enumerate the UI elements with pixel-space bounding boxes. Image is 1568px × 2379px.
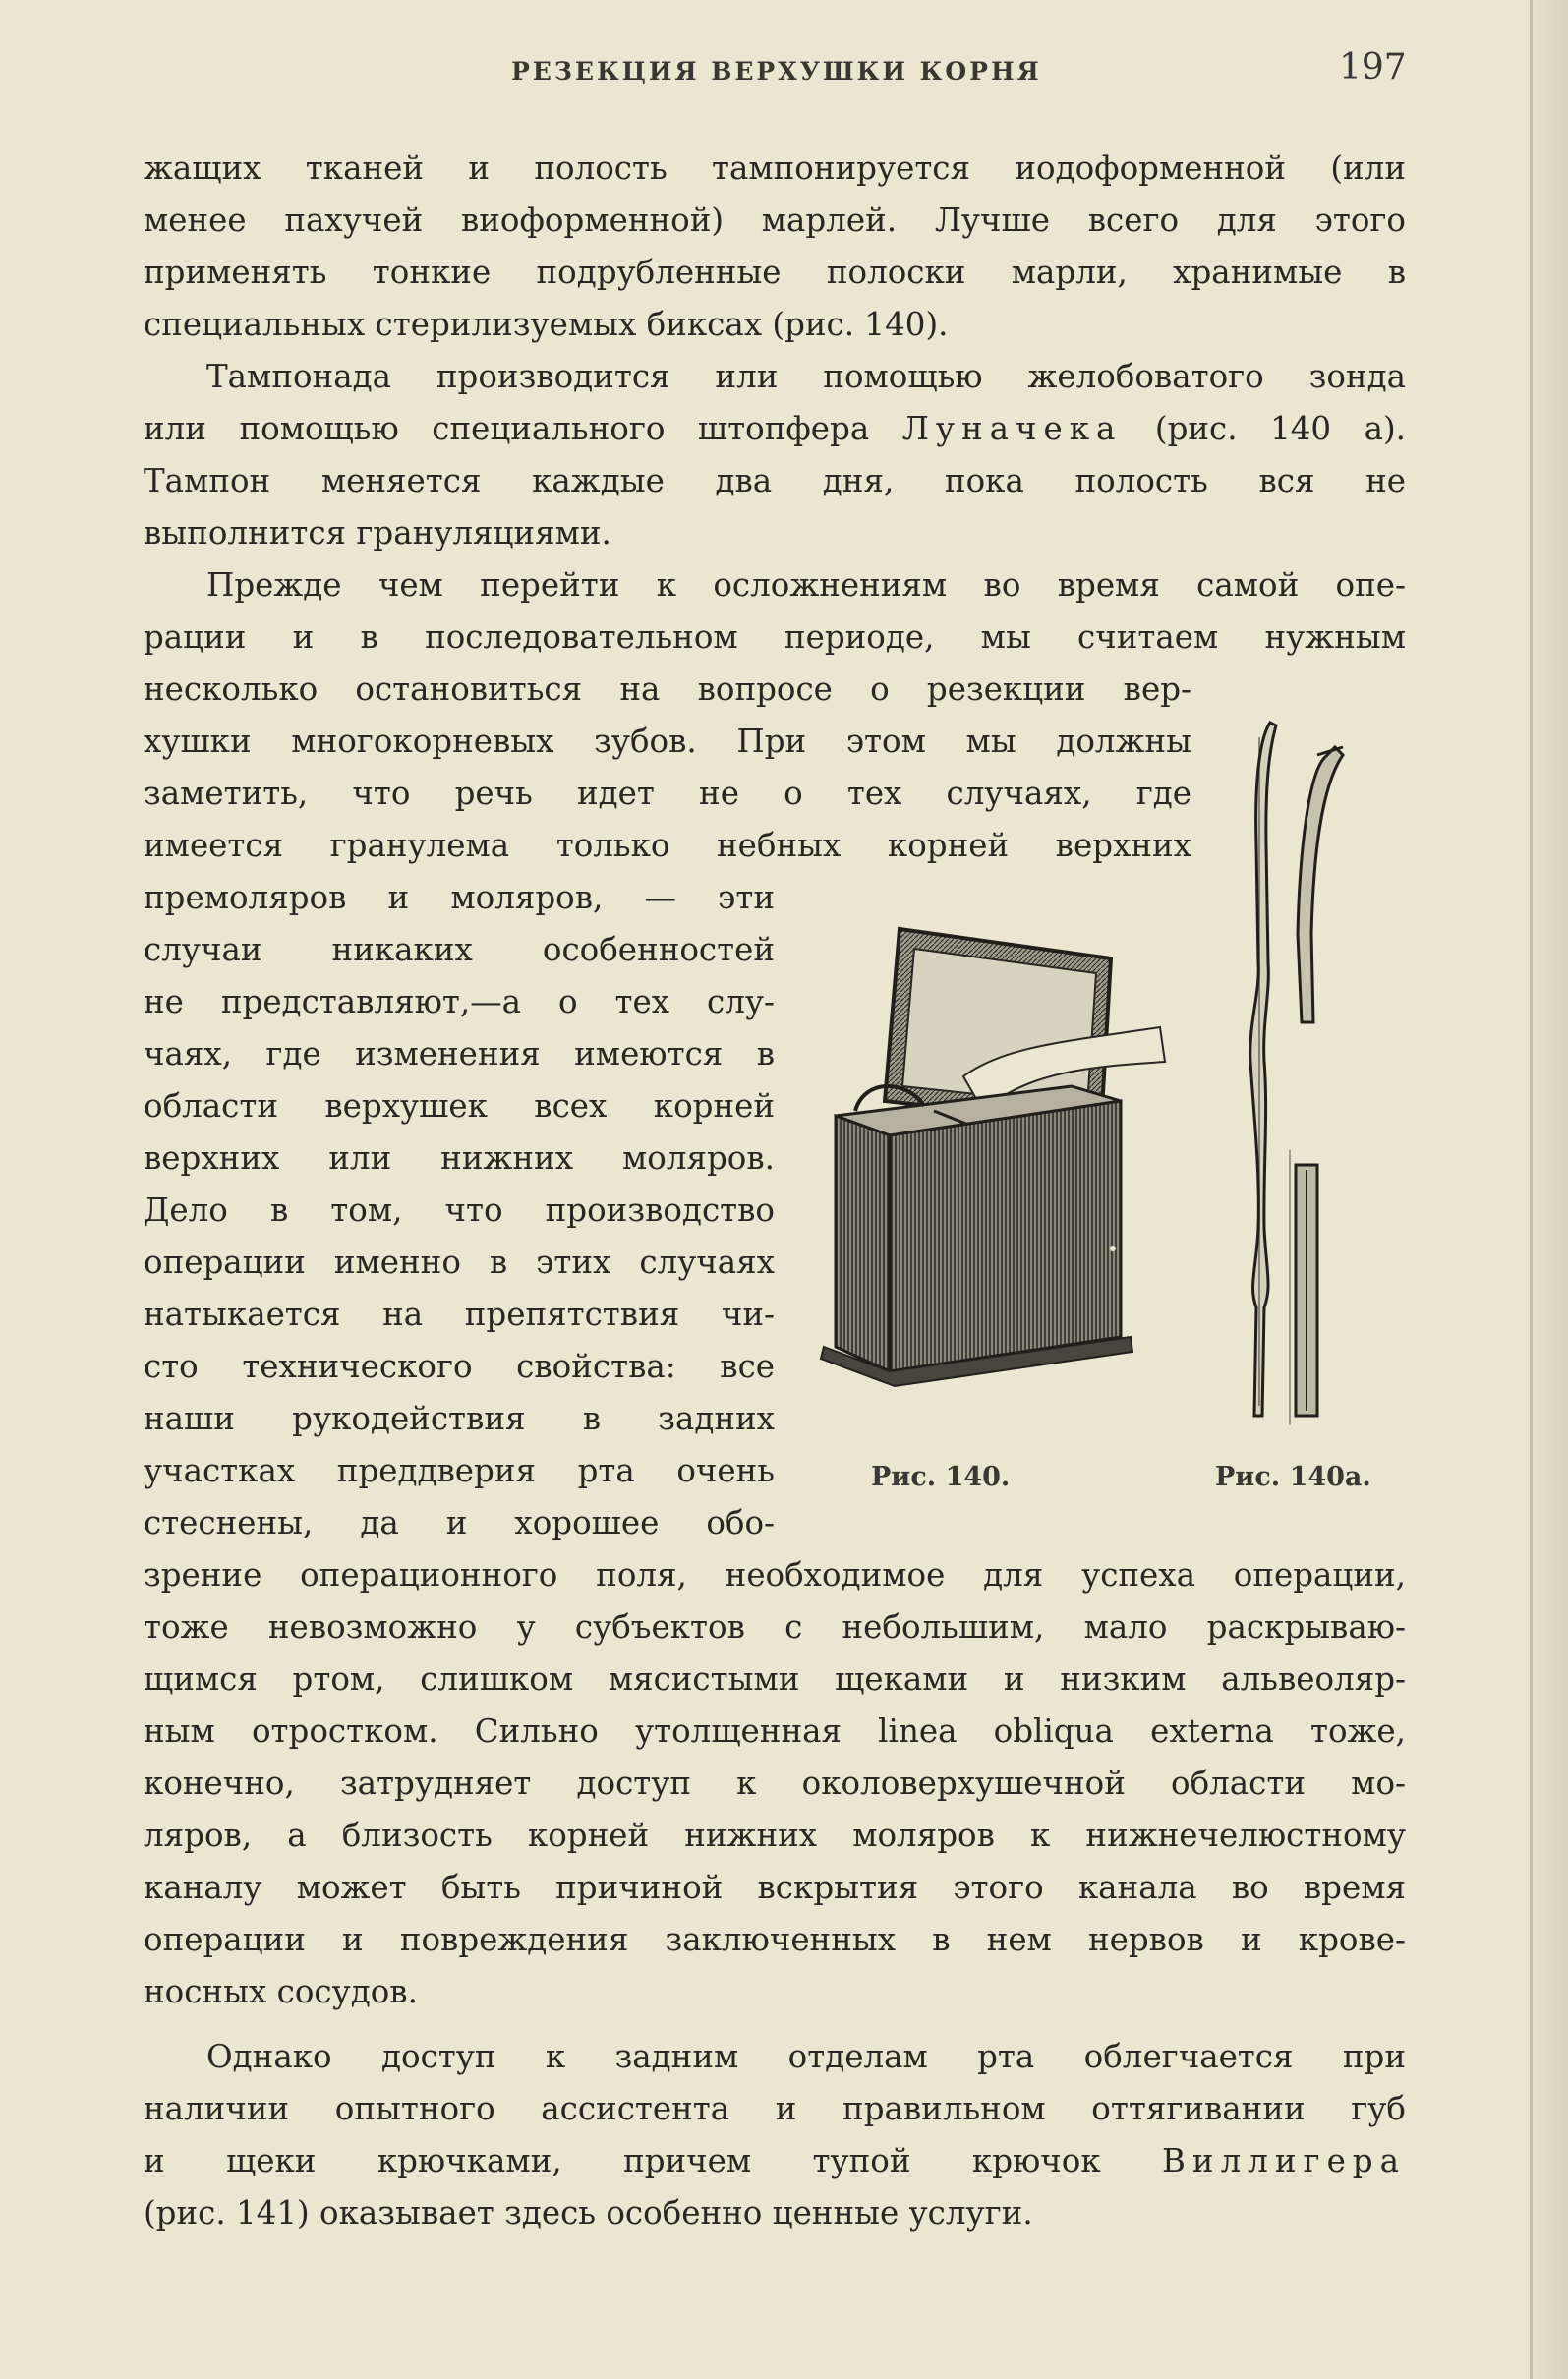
text-line: тоже невозможно у субъектов с небольшим, мало раскрываю-	[144, 1608, 1406, 1646]
page-number: 197	[1339, 47, 1407, 87]
text-line: участках преддверия рта очень	[144, 1452, 775, 1489]
text-line: операции и повреждения заключенных в нем нервов и крове-	[144, 1921, 1406, 1958]
figure-sterilizing-case	[816, 914, 1170, 1406]
figure-tamponing-instrument	[1219, 718, 1357, 1425]
text-line: Прежде чем перейти к осложнениям во время самой опе-	[206, 566, 1406, 604]
text-line: специальных стерилизуемых биксах (рис. 140).	[144, 306, 949, 343]
text-line: стеснены, да и хорошее обо-	[144, 1504, 775, 1541]
text-line: не представляют,—а о тех слу-	[144, 983, 775, 1020]
text-line: сто технического свойства: все	[144, 1348, 775, 1385]
running-header: РЕЗЕКЦИЯ ВЕРХУШКИ КОРНЯ	[511, 57, 1042, 86]
text-line: ляров, а близость корней нижних моляров к нижнечелюстному	[144, 1817, 1406, 1854]
text-fragment: (рис. 140 а).	[1122, 410, 1406, 447]
text-line: Тампон меняется каждые два дня, пока полость вся не	[144, 462, 1406, 499]
text-line: хушки многокорневых зубов. При этом мы должны	[144, 723, 1191, 760]
text-line: Дело в том, что производство	[144, 1191, 775, 1229]
text-line: (рис. 141) оказывает здесь особенно ценные услуги.	[144, 2194, 1033, 2232]
text-line: носных сосудов.	[144, 1973, 418, 2010]
author-name-villiger: Виллигера	[1162, 2142, 1406, 2179]
text-line: случаи никаких особенностей	[144, 931, 775, 968]
text-line: рации и в последовательном периоде, мы считаем нужным	[144, 618, 1406, 656]
text-line: зрение операционного поля, необходимое для успеха операции,	[144, 1556, 1406, 1594]
text-line	[144, 2142, 1406, 2179]
text-line: каналу может быть причиной вскрытия этого канала во время	[144, 1869, 1406, 1906]
text-line	[144, 410, 1406, 447]
page-edge	[1533, 0, 1568, 2379]
text-line: применять тонкие подрубленные полоски марли, хранимые в	[144, 254, 1406, 291]
text-line: имеется гранулема только небных корней верхних	[144, 827, 1191, 864]
text-line: премоляров и моляров, — эти	[144, 879, 775, 916]
text-line: наличии опытного ассистента и правильном оттягивании губ	[144, 2090, 1406, 2127]
text-fragment: и щеки крючками, причем тупой крючок	[144, 2142, 1163, 2179]
text-line: натыкается на препятствия чи-	[144, 1296, 775, 1333]
text-line: несколько остановиться на вопросе о резекции вер-	[144, 670, 1191, 708]
text-line: выполнится грануляциями.	[144, 514, 611, 551]
text-fragment: или помощью специального штопфера	[144, 410, 902, 447]
text-line: Тампонада производится или помощью желобоватого зонда	[206, 358, 1406, 395]
text-line: конечно, затрудняет доступ к околоверхушечной области мо-	[144, 1765, 1406, 1802]
author-name-lunachek: Луначека	[901, 410, 1123, 447]
text-line: ным отростком. Сильно утолщенная linea obliqua externa тоже,	[144, 1712, 1406, 1750]
text-line: щимся ртом, слишком мясистыми щеками и низким альвеоляр-	[144, 1660, 1406, 1698]
text-line: наши рукодействия в задних	[144, 1400, 775, 1437]
text-line: операции именно в этих случаях	[144, 1244, 775, 1281]
text-line: жащих тканей и полость тампонируется иодоформенной (или	[144, 149, 1406, 187]
figure-140a-caption: Рис. 140а.	[1215, 1462, 1371, 1492]
text-line: Однако доступ к задним отделам рта облегчается при	[206, 2038, 1406, 2075]
text-line: чаях, где изменения имеются в	[144, 1035, 775, 1073]
text-line: менее пахучей виоформенной) марлей. Лучше всего для этого	[144, 202, 1406, 239]
text-line: области верхушек всех корней	[144, 1087, 775, 1125]
figure-140-caption: Рис. 140.	[871, 1462, 1011, 1492]
text-line: заметить, что речь идет не о тех случаях, где	[144, 775, 1191, 812]
text-line: верхних или нижних моляров.	[144, 1139, 775, 1177]
